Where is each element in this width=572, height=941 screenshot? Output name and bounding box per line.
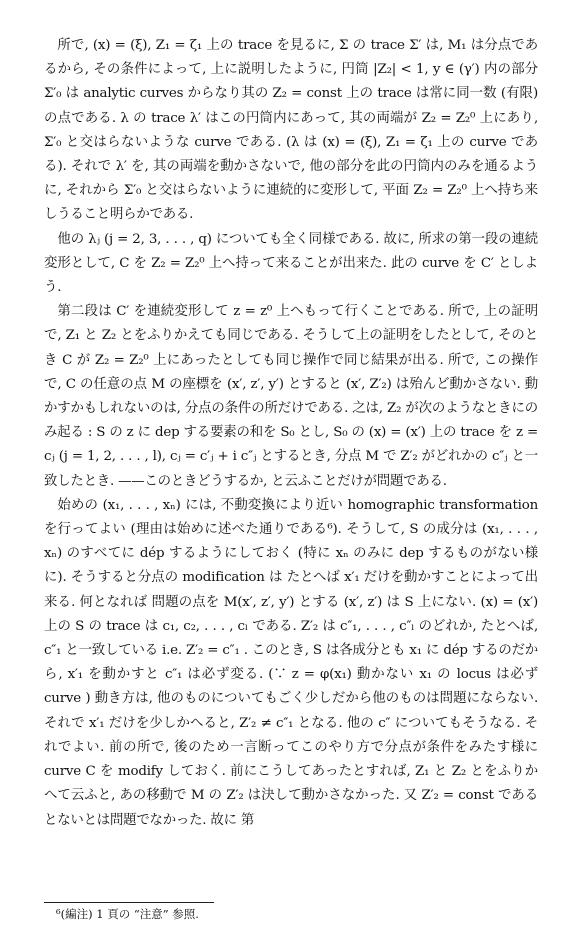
paragraph-3: 第二段は C′ を連続変形して z = z⁰ 上へもって行くことである. 所で, 上の証明で, Z₁ と Z₂ とをふりかえても同じである. そうして上の証明をしたとして, そのとき C が Z₂ = Z₂⁰ 上にあったとしても同じ操作で同じ結果が出る. 所で, この操作で, C の任意の点 M の座標を (x′, z′, y′) とすると (x′, Z′₂) は殆んど動かさない. 動かすかもしれないのは, 分点の条件の所だけである. 之は, Z₂ が次のようなときにのみ起る : S の z に dep する要素の和を S₀ とし, S₀ の (x) = (x′) 上の trace を z = cⱼ (j = 1, 2, . . . , l), cⱼ = c′ⱼ + i c″ⱼ とするとき, 分点 M で Z′₂ がどれかの c″ⱼ と一致したとき. ——このときどうするか, と云ふことだけが問題である. (44, 304, 538, 489)
main-text (44, 34, 538, 833)
footnote: ⁶(編注) 1 頁の “注意” 参照. (56, 907, 199, 921)
paragraph-2: 他の λⱼ (j = 2, 3, . . . , q) についても全く同様である. 故に, 所求の第一段の連続変形として, C を Z₂ = Z₂⁰ 上へ持って来ることが出来た. 此の curve を C′ としよう. (44, 231, 538, 296)
footnote-divider (44, 902, 214, 903)
paragraph-1: 所で, (x) = (ξ), Z₁ = ζ₁ 上の trace を見るに, Σ の trace Σ′ は, M₁ は分点であるから, その条件によって, 上に説明したように, 円筒 |Z₂| < 1, y ∈ (γ′) 内の部分 Σ′₀ は analytic curves からなり其の Z₂ = const 上の trace は常に同一数 (有限) の点である. λ の trace λ′ はこの円筒内にあって, 其の両端が Z₂ = Z₂⁰ 上にあり, Σ′₀ と交はらないような curve である. (λ は (x) = (ξ), Z₁ = ζ₁ 上の curve である). それで λ′ を, 其の両端を動かさないで, 他の部分を此の円筒内のみを通るように, それから Σ′₀ と交はらないように連続的に変形して, 平面 Z₂ = Z₂⁰ 上へ持ち来しうること明らかである. (44, 38, 538, 223)
paragraph-4: 始めの (x₁, . . . , xₙ) には, 不動変換により近い homographic transformation を行ってよい (理由は始めに述べた通りである⁶). そうして, S の成分は (x₁, . . . , xₙ) のすべてに dép するようにしておく (特に xₙ のみに dep するものがない様に). そうすると分点の modification は たとへば x′₁ だけを動かすことによって出来る. 何となれば 問題の点を M(x′, z′, y′) とする (x′, z′) は S 上にない. (x) = (x′) 上の S の trace は c₁, c₂, . . . , cₗ である. Z′₂ は c″₁, . . . , c″ₗ のどれか, たとへば, c″₁ と一致している i.e. Z′₂ = c″₁ . このとき, S は各成分とも x₁ に dép するのだから, x′₁ を動かすと c″₁ は必ず変る. (∵ z = φ(x₁) 動かない x₁ の locus は必ず curve ) 動き方は, 他のものについてもごく少しだから他のものは問題にならない. それで x′₁ だけを少しかへると, Z′₂ ≠ c″₁ となる. 他の c″ についてもそうなる. それでよい. 前の所で, 後のため一言断ってこのやり方で分点が条件をみたす様に curve C を modify しておく. 前にこうしてあったとすれば, Z₁ と Z₂ とをふりかへて云ふと, あの移動で M の Z′₂ は決して動かさなかった. 又 Z′₂ = const であるとないとは問題でなかった. 故に 第 (44, 497, 538, 828)
